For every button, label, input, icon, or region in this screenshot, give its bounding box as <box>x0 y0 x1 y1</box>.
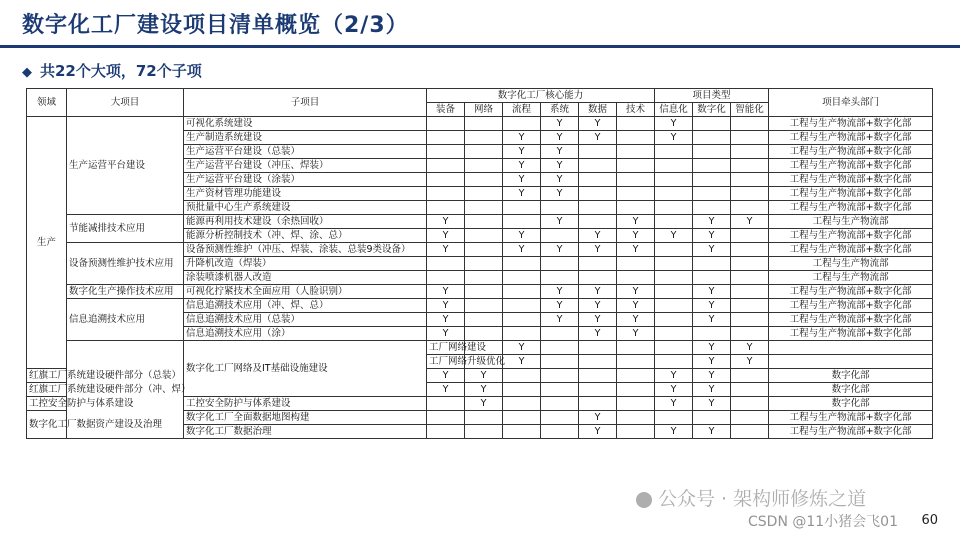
mark-cell <box>579 355 617 369</box>
mark-cell <box>617 271 655 285</box>
mark-cell <box>655 243 693 257</box>
mark-cell <box>579 159 617 173</box>
dept-cell: 工程与生产物流部+数字化部 <box>769 187 933 201</box>
mark-cell <box>465 173 503 187</box>
domain-cell: 生产 <box>27 117 67 369</box>
mark-cell: Y <box>503 341 541 355</box>
mark-cell: Y <box>731 341 769 355</box>
dept-cell: 工程与生产物流部+数字化部 <box>769 411 933 425</box>
mark-cell <box>617 257 655 271</box>
csdn-watermark: CSDN @11小猪会飞01 <box>748 514 898 530</box>
mark-cell <box>465 159 503 173</box>
sub-project-cell: 信息追溯技术应用（总装） <box>184 313 427 327</box>
mark-cell <box>427 159 465 173</box>
mark-cell: Y <box>541 131 579 145</box>
mark-cell <box>731 397 769 411</box>
mark-cell <box>693 117 731 131</box>
mark-cell: Y <box>693 313 731 327</box>
mark-cell: Y <box>541 243 579 257</box>
mark-cell <box>693 411 731 425</box>
mark-cell: Y <box>731 215 769 229</box>
mark-cell <box>427 257 465 271</box>
mark-cell <box>693 159 731 173</box>
mark-cell <box>427 145 465 159</box>
mark-cell: Y <box>427 243 465 257</box>
mark-cell <box>579 383 617 397</box>
mark-cell <box>465 215 503 229</box>
mark-cell <box>427 201 465 215</box>
header-major: 大项目 <box>67 89 184 117</box>
mark-cell <box>617 187 655 201</box>
mark-cell <box>427 425 465 439</box>
dept-cell: 工程与生产物流部 <box>769 271 933 285</box>
dept-cell: 数字化部 <box>769 369 933 383</box>
sub-project-cell: 生产运营平台建设（冲压、焊装） <box>184 159 427 173</box>
mark-cell <box>541 383 579 397</box>
title-underline <box>0 45 960 48</box>
mark-cell <box>465 229 503 243</box>
sub-project-cell: 可视化系统建设 <box>184 117 427 131</box>
mark-cell <box>579 341 617 355</box>
sub-project-cell: 涂装喷漆机器人改造 <box>184 271 427 285</box>
page-number: 60 <box>921 513 938 528</box>
mark-cell: Y <box>503 243 541 257</box>
mark-cell: Y <box>655 383 693 397</box>
mark-cell <box>655 173 693 187</box>
header-capability: 技术 <box>617 103 655 117</box>
mark-cell: Y <box>427 215 465 229</box>
dept-cell: 工程与生产物流部+数字化部 <box>769 229 933 243</box>
mark-cell <box>731 257 769 271</box>
mark-cell <box>693 257 731 271</box>
dept-cell: 数字化部 <box>769 383 933 397</box>
table-row <box>27 383 933 397</box>
mark-cell <box>503 383 541 397</box>
mark-cell <box>731 383 769 397</box>
mark-cell <box>465 271 503 285</box>
table-row <box>27 117 933 131</box>
mark-cell: Y <box>693 383 731 397</box>
mark-cell <box>427 131 465 145</box>
dept-cell: 工程与生产物流部+数字化部 <box>769 425 933 439</box>
mark-cell: Y <box>579 117 617 131</box>
mark-cell <box>769 355 933 369</box>
mark-cell: Y <box>693 229 731 243</box>
mark-cell <box>541 327 579 341</box>
table-row <box>27 341 933 355</box>
mark-cell: Y <box>503 355 541 369</box>
project-table <box>26 88 933 439</box>
mark-cell: Y <box>655 131 693 145</box>
mark-cell <box>617 355 655 369</box>
header-capability: 系统 <box>541 103 579 117</box>
mark-cell: Y <box>503 173 541 187</box>
mark-cell <box>579 201 617 215</box>
header-domain: 领域 <box>27 89 67 117</box>
mark-cell <box>579 369 617 383</box>
mark-cell <box>693 187 731 201</box>
mark-cell: Y <box>541 215 579 229</box>
mark-cell <box>655 271 693 285</box>
major-project-cell: 数字化生产操作技术应用 <box>67 285 184 299</box>
sub-project-cell: 升降机改造（焊装） <box>184 257 427 271</box>
mark-cell: Y <box>465 397 503 411</box>
mark-cell <box>541 369 579 383</box>
header-capability-group: 数字化工厂核心能力 <box>427 89 655 103</box>
mark-cell <box>693 271 731 285</box>
header-type: 智能化 <box>731 103 769 117</box>
mark-cell: Y <box>655 117 693 131</box>
dept-cell: 工程与生产物流部+数字化部 <box>769 117 933 131</box>
mark-cell <box>655 285 693 299</box>
mark-cell <box>731 229 769 243</box>
mark-cell <box>503 285 541 299</box>
mark-cell <box>465 425 503 439</box>
major-project-cell: 数字化工厂数据资产建设及治理 <box>27 411 67 439</box>
mark-cell <box>655 355 693 369</box>
subtitle-text: 共22个大项，72个子项 <box>40 62 202 80</box>
mark-cell <box>579 173 617 187</box>
mark-cell <box>465 327 503 341</box>
mark-cell: Y <box>693 341 731 355</box>
mark-cell <box>465 411 503 425</box>
mark-cell: Y <box>579 131 617 145</box>
mark-cell <box>655 341 693 355</box>
mark-cell <box>617 425 655 439</box>
mark-cell: Y <box>579 299 617 313</box>
mark-cell <box>655 327 693 341</box>
header-type: 信息化 <box>655 103 693 117</box>
watermark <box>636 484 866 511</box>
mark-cell <box>503 271 541 285</box>
mark-cell <box>655 201 693 215</box>
header-type: 数字化 <box>693 103 731 117</box>
mark-cell: Y <box>617 229 655 243</box>
mark-cell <box>503 117 541 131</box>
mark-cell <box>731 117 769 131</box>
mark-cell: Y <box>617 313 655 327</box>
mark-cell <box>693 173 731 187</box>
mark-cell: Y <box>503 159 541 173</box>
mark-cell: Y <box>427 285 465 299</box>
mark-cell <box>731 243 769 257</box>
dept-cell: 工程与生产物流部+数字化部 <box>769 299 933 313</box>
mark-cell <box>731 271 769 285</box>
mark-cell: Y <box>541 117 579 131</box>
mark-cell <box>617 159 655 173</box>
sub-project-cell: 生产运营平台建设（总装） <box>184 145 427 159</box>
sub-project-cell: 设备预测性维护（冲压、焊装、涂装、总装9类设备） <box>184 243 427 257</box>
mark-cell: Y <box>541 173 579 187</box>
mark-cell <box>655 257 693 271</box>
diamond-bullet-icon: ◆ <box>22 65 32 80</box>
mark-cell <box>465 131 503 145</box>
dept-cell: 工程与生产物流部+数字化部 <box>769 243 933 257</box>
mark-cell <box>465 243 503 257</box>
header-dept: 项目牵头部门 <box>769 89 933 117</box>
mark-cell: Y <box>579 327 617 341</box>
mark-cell: Y <box>617 299 655 313</box>
mark-cell <box>731 299 769 313</box>
mark-cell: Y <box>427 299 465 313</box>
sub-project-cell: 信息追溯技术应用（涂） <box>184 327 427 341</box>
mark-cell: Y <box>579 313 617 327</box>
mark-cell <box>541 341 579 355</box>
mark-cell <box>541 229 579 243</box>
header-capability: 数据 <box>579 103 617 117</box>
sub-project-cell: 能源分析控制技术（冲、焊、涂、总） <box>184 229 427 243</box>
mark-cell <box>503 257 541 271</box>
mark-cell: Y <box>617 243 655 257</box>
mark-cell <box>693 201 731 215</box>
mark-cell: Y <box>427 313 465 327</box>
sub-project-cell: 生产制造系统建设 <box>184 131 427 145</box>
mark-cell <box>465 145 503 159</box>
mark-cell <box>693 327 731 341</box>
mark-cell <box>617 397 655 411</box>
mark-cell <box>769 341 933 355</box>
mark-cell: Y <box>503 229 541 243</box>
wechat-icon <box>636 492 652 508</box>
mark-cell: Y <box>541 285 579 299</box>
mark-cell: Y <box>503 187 541 201</box>
page-title: 数字化工厂建设项目清单概览（2/3） <box>22 13 409 38</box>
table-row <box>27 285 933 299</box>
mark-cell <box>541 355 579 369</box>
mark-cell: Y <box>579 229 617 243</box>
mark-cell <box>655 187 693 201</box>
dept-cell: 数字化部 <box>769 397 933 411</box>
major-project-cell: 数字化工厂网络及IT基础设施建设 <box>184 341 427 397</box>
mark-cell <box>693 131 731 145</box>
header-sub: 子项目 <box>184 89 427 117</box>
major-project-cell: 节能减排技术应用 <box>67 215 184 243</box>
mark-cell: Y <box>693 355 731 369</box>
mark-cell <box>731 327 769 341</box>
mark-cell <box>465 285 503 299</box>
header-capability: 装备 <box>427 103 465 117</box>
mark-cell <box>655 411 693 425</box>
sub-project-cell: 生产运营平台建设（涂装） <box>184 173 427 187</box>
mark-cell <box>465 257 503 271</box>
mark-cell <box>617 201 655 215</box>
sub-project-cell: 数字化工厂数据治理 <box>184 425 427 439</box>
mark-cell <box>655 145 693 159</box>
mark-cell <box>731 201 769 215</box>
mark-cell: Y <box>541 313 579 327</box>
mark-cell <box>579 187 617 201</box>
dept-cell: 工程与生产物流部+数字化部 <box>769 131 933 145</box>
watermark-text: 公众号 · 架构师修炼之道 <box>658 488 867 510</box>
mark-cell <box>541 201 579 215</box>
dept-cell: 工程与生产物流部+数字化部 <box>769 313 933 327</box>
mark-cell: Y <box>465 383 503 397</box>
mark-cell: Y <box>617 215 655 229</box>
mark-cell: Y <box>579 425 617 439</box>
mark-cell <box>427 173 465 187</box>
mark-cell: Y <box>655 369 693 383</box>
sub-project-cell: 预批量中心生产系统建设 <box>184 201 427 215</box>
mark-cell <box>655 159 693 173</box>
mark-cell <box>427 117 465 131</box>
mark-cell: Y <box>579 285 617 299</box>
mark-cell <box>465 187 503 201</box>
sub-project-cell: 生产资材管理功能建设 <box>184 187 427 201</box>
mark-cell <box>503 313 541 327</box>
sub-project-cell: 工控安全防护与体系建设 <box>184 397 427 411</box>
mark-cell: Y <box>693 299 731 313</box>
mark-cell <box>617 341 655 355</box>
mark-cell: Y <box>427 383 465 397</box>
mark-cell <box>465 201 503 215</box>
mark-cell: Y <box>579 411 617 425</box>
mark-cell: Y <box>617 327 655 341</box>
mark-cell: Y <box>693 397 731 411</box>
mark-cell <box>655 215 693 229</box>
dept-cell: 工程与生产物流部+数字化部 <box>769 285 933 299</box>
mark-cell <box>617 383 655 397</box>
mark-cell <box>731 173 769 187</box>
mark-cell: Y <box>427 229 465 243</box>
mark-cell: Y <box>541 187 579 201</box>
mark-cell: Y <box>655 229 693 243</box>
mark-cell <box>579 271 617 285</box>
mark-cell <box>503 201 541 215</box>
mark-cell <box>655 299 693 313</box>
mark-cell: Y <box>427 369 465 383</box>
mark-cell <box>503 299 541 313</box>
mark-cell: Y <box>655 425 693 439</box>
sub-project-cell: 工厂网络建设 <box>427 341 465 355</box>
mark-cell: Y <box>541 145 579 159</box>
mark-cell: Y <box>617 285 655 299</box>
sub-project-cell: 红旗工厂系统建设硬件部分（总装） <box>27 369 67 383</box>
mark-cell: Y <box>541 159 579 173</box>
mark-cell <box>693 145 731 159</box>
mark-cell <box>731 411 769 425</box>
mark-cell <box>541 411 579 425</box>
mark-cell <box>427 397 465 411</box>
mark-cell: Y <box>693 243 731 257</box>
dept-cell: 工程与生产物流部+数字化部 <box>769 173 933 187</box>
sub-project-cell: 红旗工厂系统建设硬件部分（冲、焊） <box>27 383 67 397</box>
mark-cell: Y <box>503 131 541 145</box>
table-row <box>27 243 933 257</box>
mark-cell: Y <box>693 425 731 439</box>
mark-cell: Y <box>465 369 503 383</box>
table-row <box>27 369 933 383</box>
dept-cell: 工程与生产物流部+数字化部 <box>769 201 933 215</box>
sub-project-cell: 可视化拧紧技术全面应用（人脸识别） <box>184 285 427 299</box>
mark-cell <box>427 271 465 285</box>
mark-cell <box>503 397 541 411</box>
header-capability: 网络 <box>465 103 503 117</box>
mark-cell: Y <box>503 145 541 159</box>
table-row <box>27 215 933 229</box>
dept-cell: 工程与生产物流部+数字化部 <box>769 145 933 159</box>
major-project-cell: 设备预测性维护技术应用 <box>67 243 184 285</box>
mark-cell <box>617 145 655 159</box>
table-row <box>27 299 933 313</box>
sub-project-cell: 能源再利用技术建设（余热回收） <box>184 215 427 229</box>
mark-cell: Y <box>693 285 731 299</box>
mark-cell <box>427 187 465 201</box>
mark-cell <box>579 145 617 159</box>
major-project-cell: 生产运营平台建设 <box>67 117 184 215</box>
mark-cell <box>655 313 693 327</box>
header-capability: 流程 <box>503 103 541 117</box>
mark-cell <box>579 257 617 271</box>
mark-cell <box>503 411 541 425</box>
header-type-group: 项目类型 <box>655 89 769 103</box>
mark-cell <box>617 131 655 145</box>
mark-cell: Y <box>693 369 731 383</box>
mark-cell: Y <box>427 327 465 341</box>
mark-cell <box>503 369 541 383</box>
mark-cell <box>541 271 579 285</box>
mark-cell <box>503 327 541 341</box>
dept-cell: 工程与生产物流部 <box>769 257 933 271</box>
major-project-cell: 工控安全防护与体系建设 <box>27 397 67 411</box>
mark-cell <box>617 117 655 131</box>
mark-cell <box>465 313 503 327</box>
mark-cell <box>579 397 617 411</box>
mark-cell <box>731 285 769 299</box>
mark-cell <box>731 131 769 145</box>
mark-cell <box>579 215 617 229</box>
mark-cell <box>731 145 769 159</box>
sub-project-cell: 信息追溯技术应用（冲、焊、总） <box>184 299 427 313</box>
mark-cell: Y <box>731 355 769 369</box>
mark-cell <box>731 313 769 327</box>
mark-cell <box>617 411 655 425</box>
mark-cell: Y <box>693 215 731 229</box>
mark-cell <box>503 425 541 439</box>
mark-cell <box>731 187 769 201</box>
subtitle <box>22 60 202 81</box>
mark-cell <box>731 159 769 173</box>
mark-cell <box>731 369 769 383</box>
dept-cell: 工程与生产物流部+数字化部 <box>769 327 933 341</box>
dept-cell: 工程与生产物流部+数字化部 <box>769 159 933 173</box>
dept-cell: 工程与生产物流部 <box>769 215 933 229</box>
mark-cell <box>617 173 655 187</box>
mark-cell <box>503 215 541 229</box>
mark-cell <box>541 257 579 271</box>
mark-cell: Y <box>541 299 579 313</box>
table-body <box>27 117 933 439</box>
sub-project-cell: 工厂网络升级优化 <box>427 355 465 369</box>
mark-cell: Y <box>655 397 693 411</box>
mark-cell <box>541 425 579 439</box>
sub-project-cell: 数字化工厂全面数据地图构建 <box>184 411 427 425</box>
mark-cell <box>617 369 655 383</box>
mark-cell: Y <box>579 243 617 257</box>
mark-cell <box>465 299 503 313</box>
mark-cell <box>465 117 503 131</box>
mark-cell <box>731 425 769 439</box>
major-project-cell: 信息追溯技术应用 <box>67 299 184 341</box>
mark-cell <box>427 411 465 425</box>
mark-cell <box>541 397 579 411</box>
